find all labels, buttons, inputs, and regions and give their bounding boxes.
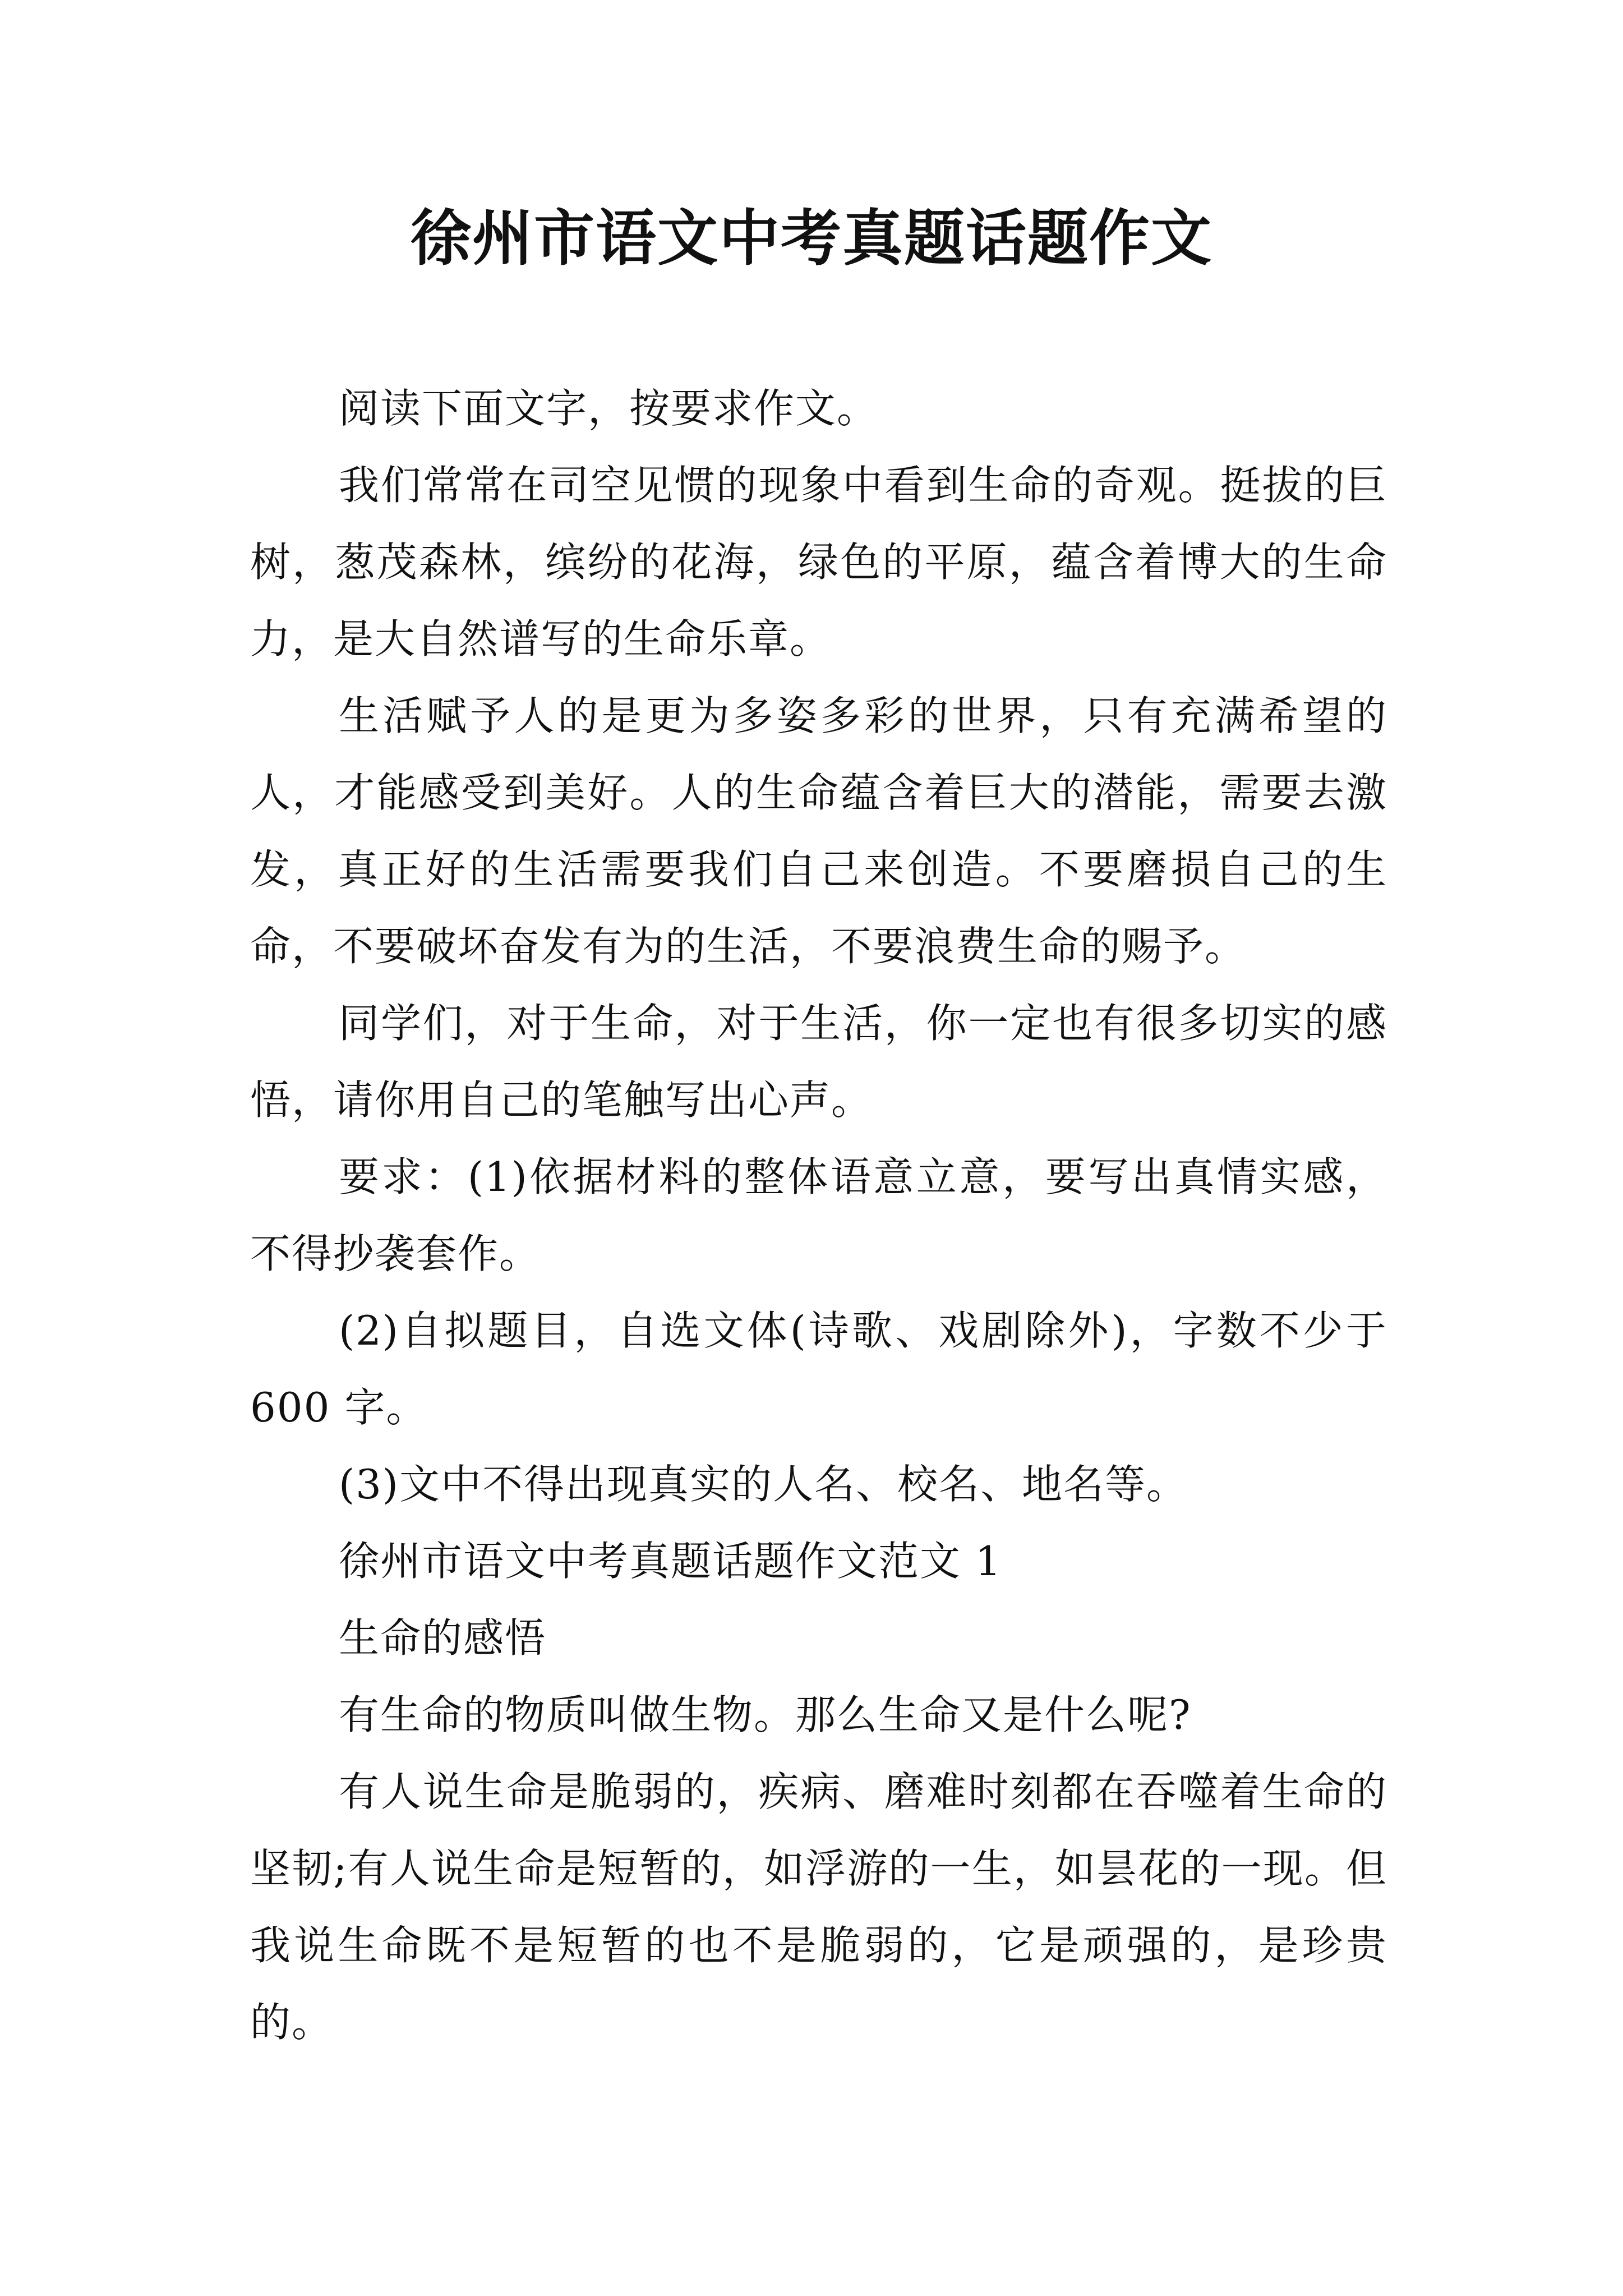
paragraph-requirement-1: 要求：(1)依据材料的整体语意立意，要写出真情实感，不得抄袭套作。: [250, 1153, 1387, 1277]
sample-essay-heading: 徐州市语文中考真题话题作文范文 1: [339, 1538, 1002, 1585]
paragraph-material-1: 我们常常在司空见惯的现象中看到生命的奇观。挺拔的巨树，葱茂森林，缤纷的花海，绿色的平原，蕴含着博大的生命力，是大自然谱写的生命乐章。: [250, 462, 1387, 662]
essay-paragraph-1: 有生命的物质叫做生物。那么生命又是什么呢?: [339, 1691, 1192, 1738]
paragraph-requirement-2: (2)自拟题目，自选文体(诗歌、戏剧除外)，字数不少于 600 字。: [250, 1307, 1387, 1431]
essay-paragraph-2: 有人说生命是脆弱的，疾病、磨难时刻都在吞噬着生命的坚韧;有人说生命是短暂的，如浮游的一生，如昙花的一现。但我说生命既不是短暂的也不是脆弱的，它是顽强的，是珍贵的。: [250, 1768, 1387, 2046]
document-title: 徐州市语文中考真题话题作文: [410, 203, 1212, 274]
document-body: [250, 370, 1387, 2061]
paragraph-material-3: 同学们，对于生命，对于生活，你一定也有很多切实的感悟，请你用自己的笔触写出心声。: [250, 1000, 1387, 1124]
paragraph-instruction: 阅读下面文字，按要求作文。: [339, 385, 879, 432]
paragraph-material-2: 生活赋予人的是更为多姿多彩的世界，只有充满希望的人，才能感受到美好。人的生命蕴含着巨大的潜能，需要去激发，真正好的生活需要我们自己来创造。不要磨损自己的生命，不要破坏奋发有为的生活，不要浪费生命的赐予。: [250, 692, 1387, 970]
essay-title: 生命的感悟: [339, 1614, 547, 1662]
paragraph-requirement-3: (3)文中不得出现真实的人名、校名、地名等。: [339, 1461, 1188, 1508]
